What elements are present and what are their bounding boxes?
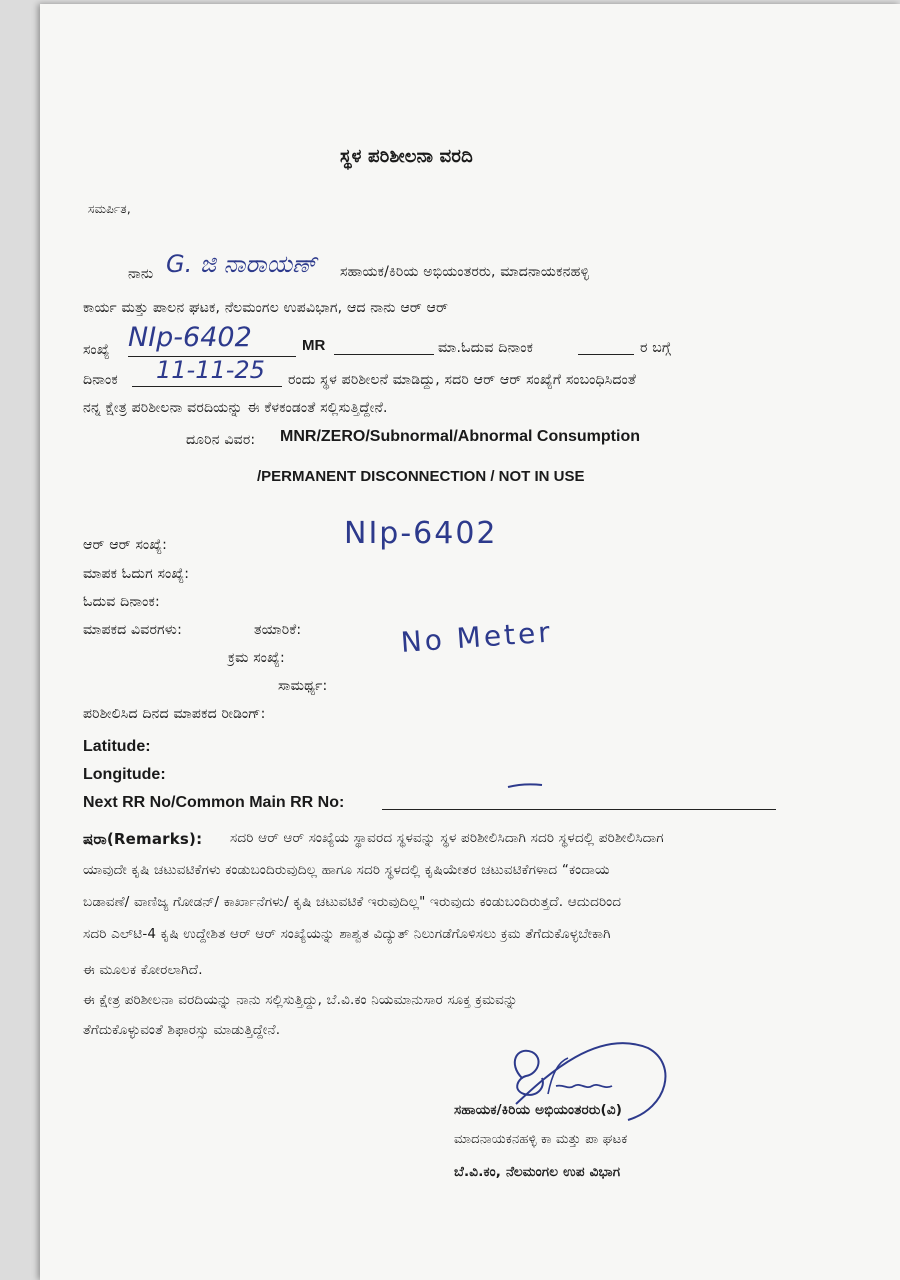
rr-no-label: ಆರ್ ಆರ್ ಸಂಖ್ಯೆ:: [83, 537, 168, 553]
reading-on-day-label: ಪರಿಶೀಲಿಸಿದ ದಿನದ ಮಾಪಕದ ರೀಡಿಂಗ್:: [83, 706, 266, 722]
rr-no-value-handwritten: NIp-6402: [344, 516, 498, 551]
pen-dash-mark: [506, 782, 546, 790]
reading-date-blank: [578, 354, 634, 355]
signatory-subdivision: ಬೆ.ವಿ.ಕಂ, ನೆಲಮಂಗಲ ಉಪ ವಿಭಾಗ: [454, 1164, 621, 1180]
remarks-label: ಷರಾ(Remarks):: [83, 830, 203, 848]
signatory-unit: ಮಾದನಾಯಕನಹಳ್ಳಿ ಕಾ ಮತ್ತು ಪಾ ಘಟಕ: [454, 1132, 628, 1147]
inspection-date-handwritten: 11-11-25: [156, 356, 265, 384]
meter-reader-no-label: ಮಾಪಕ ಓದುಗ ಸಂಖ್ಯೆ:: [83, 566, 190, 582]
signature-scribble: [488, 1034, 678, 1134]
reading-date-label: ಮಾ.ಓದುವ ದಿನಾಂಕ: [438, 340, 534, 356]
designation-line: ಸಹಾಯಕ/ಕಿರಿಯ ಅಭಿಯಂತರರು, ಮಾದನಾಯಕನಹಳ್ಳಿ: [340, 264, 590, 280]
complaint-types-line1: MNR/ZERO/Subnormal/Abnormal Consumption: [280, 428, 640, 445]
next-rr-label: Next RR No/Common Main RR No:: [83, 794, 345, 811]
regarding-text: ರ ಬಗ್ಗೆ: [640, 340, 672, 356]
intro-line-2: ಕಾರ್ಯ ಮತ್ತು ಪಾಲನ ಘಟಕ, ನೆಲಮಂಗಲ ಉಪವಿಭಾಗ, ಆದ ನಾನು ಆರ್ ಆರ್: [83, 300, 449, 316]
signatory-designation: ಸಹಾಯಕ/ಕಿರಿಯ ಅಭಿಯಂತರರು(ವಿ): [454, 1102, 623, 1118]
longitude-label: Longitude:: [83, 766, 166, 783]
closing-line-2: ತೆಗೆದುಕೊಳ್ಳುವಂತೆ ಶಿಫಾರಸ್ಸು ಮಾಡುತ್ತಿದ್ದೇನೆ.: [83, 1022, 281, 1038]
latitude-label: Latitude:: [83, 738, 151, 755]
salutation: ಸಮರ್ಪಿತ,: [88, 202, 131, 216]
intro-line-5: ನನ್ನ ಕ್ಷೇತ್ರ ಪರಿಶೀಲನಾ ವರದಿಯನ್ನು ಈ ಕೆಳಕಂಡಂತೆ ಸಲ್ಲಿಸುತ್ತಿದ್ದೇನೆ.: [83, 400, 388, 416]
document-page: [40, 4, 900, 1280]
remarks-line-2: ಯಾವುದೇ ಕೃಷಿ ಚಟುವಟಿಕೆಗಳು ಕಂಡುಬಂದಿರುವುದಿಲ್ಲ ಹಾಗೂ ಸದರಿ ಸ್ಥಳದಲ್ಲಿ ಕೃಷಿಯೇತರ ಚಟುವಟಿಕೆಗಳಾದ “ಕಂದಾಯ: [83, 862, 610, 878]
officer-name-handwritten: G. ಜಿ ನಾರಾಯಣ್: [166, 250, 317, 278]
remarks-line-1: ಸದರಿ ಆರ್ ಆರ್ ಸಂಖ್ಯೆಯ ಸ್ಥಾವರದ ಸ್ಥಳವನ್ನು ಸ್ಥಳ ಪರಿಶೀಲಿಸಿದಾಗಿ ಸದರಿ ಸ್ಥಳದಲ್ಲಿ ಪರಿಶೀಲಿಸಿದಾಗ: [230, 830, 664, 846]
remarks-line-5: ಈ ಮೂಲಕ ಕೋರಲಾಗಿದೆ.: [83, 962, 203, 978]
next-rr-blank: [382, 809, 776, 810]
name-prefix: ನಾನು: [128, 266, 154, 282]
capacity-label: ಸಾಮರ್ಥ್ಯ:: [278, 678, 328, 694]
closing-line-1: ಈ ಕ್ಷೇತ್ರ ಪರಿಶೀಲನಾ ವರದಿಯನ್ನು ನಾನು ಸಲ್ಲಿಸುತ್ತಿದ್ದು, ಬೆ.ವಿ.ಕಂ ನಿಯಮಾನುಸಾರ ಸೂಕ್ತ ಕ್ರಮವನ್ನು: [83, 992, 518, 1008]
remarks-line-3: ಬಡಾವಣೆ/ ವಾಣಿಜ್ಯ ಗೋಡನ್/ ಕಾರ್ಖಾನೆಗಳು/ ಕೃಷಿ ಚಟುವಟಿಕೆ ಇರುವುದಿಲ್ಲ" ಇರುವುದು ಕಂಡುಬಂದಿರುತ್ತದೆ. ಆದುದರಿಂದ: [83, 894, 622, 910]
make-label: ತಯಾರಿಕೆ:: [254, 622, 302, 638]
serial-no-value-handwritten: No Meter: [399, 615, 554, 659]
document-title: ಸ್ಥಳ ಪರಿಶೀಲನಾ ವರದಿ: [340, 146, 473, 167]
serial-no-label: ಕ್ರಮ ಸಂಖ್ಯೆ:: [228, 650, 285, 666]
complaint-types-line2: /PERMANENT DISCONNECTION / NOT IN USE: [257, 468, 585, 485]
reading-date-field-label: ಓದುವ ದಿನಾಂಕ:: [83, 594, 160, 610]
intro-line-4: ರಂದು ಸ್ಥಳ ಪರಿಶೀಲನೆ ಮಾಡಿದ್ದು, ಸದರಿ ಆರ್ ಆರ್ ಸಂಖ್ಯೆಗೆ ಸಂಬಂಧಿಸಿದಂತೆ: [288, 372, 637, 388]
mr-blank: [334, 354, 434, 355]
rr-prefix: ಸಂಖ್ಯೆ: [83, 342, 110, 358]
mr-label: MR: [302, 337, 326, 354]
date-underline: [132, 386, 282, 387]
remarks-line-4: ಸದರಿ ಎಲ್‌ಟಿ-4 ಕೃಷಿ ಉದ್ದೇಶಿತ ಆರ್ ಆರ್ ಸಂಖ್ಯೆಯನ್ನು ಶಾಶ್ವತ ವಿದ್ಯುತ್ ನಿಲುಗಡೆಗೊಳಿಸಲು ಕ್ರಮ ತೆಗೆದುಕೊಳ್ಳಬೇಕಾಗಿ: [83, 926, 611, 942]
complaint-label: ದೂರಿನ ವಿವರ:: [186, 432, 256, 448]
rr-number-handwritten: NIp-6402: [128, 322, 252, 353]
meter-details-label: ಮಾಪಕದ ವಿವರಗಳು:: [83, 622, 182, 638]
date-prefix: ದಿನಾಂಕ: [83, 372, 118, 388]
